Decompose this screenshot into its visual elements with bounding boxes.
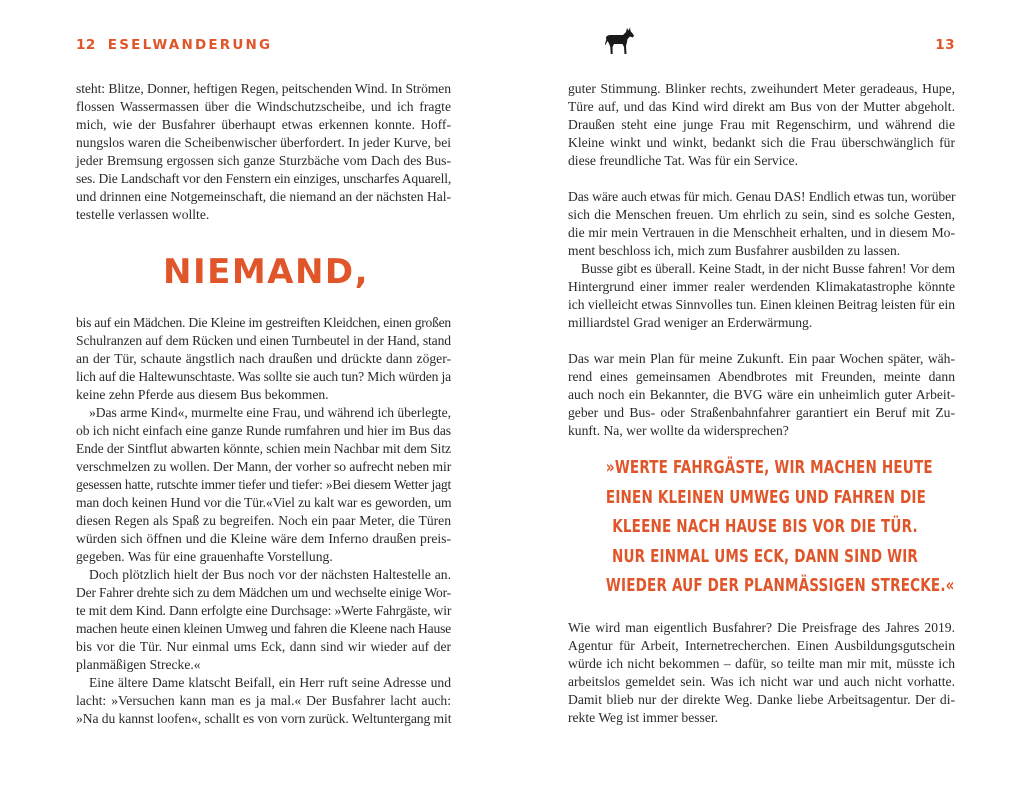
text-line: die mir mein Vertrauen in die Menschheit erhalten, und in diesem Mo- — [568, 225, 955, 240]
text-line: guter Stimmung. Blinker rechts, zweihundert Meter geradeaus, Hupe, — [568, 81, 955, 96]
text-line: auch noch ein Bekannter, die BVG wäre ein unheimlich guter Arbeit- — [568, 387, 955, 402]
text-line: und drinnen eine Notgemeinschaft, die niemand an der nächsten Hal- — [76, 189, 451, 204]
text-line: Busse gibt es überall. Keine Stadt, in der nicht Busse fahren! Vor dem — [581, 261, 956, 276]
paragraph — [76, 314, 451, 404]
text-line: »Na du kannst loofen«, schallt es von vorn zurück. Weltuntergang mit — [76, 711, 452, 726]
running-title: ESELWANDERUNG — [107, 37, 273, 53]
text-line: nungslos waren die Scheibenwischer überfordert. In jeder Kurve, bei — [76, 135, 451, 150]
text-line: flossen Wassermassen über die Windschutzscheibe, und ich fragte — [76, 99, 451, 114]
text-line: keine zehn Pferde aus diesem Bus bekommen. — [76, 387, 329, 402]
paragraph — [568, 350, 955, 440]
text-line: verschmelzen zu wollen. Der Mann, der vorher so aufrecht neben mir — [76, 459, 452, 474]
text-line: ment beschloss ich, mich zum Busfahrer ausbilden zu lassen. — [568, 243, 901, 258]
body-text — [568, 80, 955, 440]
text-line: »Das arme Kind«, murmelte eine Frau, und während ich überlegte, — [89, 405, 451, 420]
text-line: an der Tür, schaute ängstlich nach draußen und drückte dann zöger- — [76, 351, 451, 366]
pull-quote-line: EINEN KLEINEN UMWEG UND FAHREN DIE — [605, 487, 927, 508]
text-line: würden sich öffnen und die Kleine wäre dem Inferno draußen preis- — [76, 531, 451, 546]
text-line: diese freundliche Tat. Was für ein Service. — [568, 153, 798, 168]
text-line: würde ich nicht bekommen – dafür, so teilte man mir mit, müsste ich — [568, 656, 955, 671]
text-line: Hintergrund einer immer realer werdenden Klimakatastrophe könnte — [568, 279, 955, 294]
text-line: Doch plötzlich hielt der Bus noch vor der nächsten Haltestelle an. — [89, 567, 451, 582]
paragraph — [568, 80, 955, 170]
paragraph — [76, 566, 451, 674]
text-line: steht: Blitze, Donner, heftigen Regen, peitschenden Wind. In Strömen — [76, 81, 451, 96]
page-number: 13 — [935, 37, 955, 53]
text-line: gegeben. Was für eine grauenhafte Vorstellung. — [76, 549, 333, 564]
text-line: milliardstel Grad weniger an Erderwärmung. — [568, 315, 813, 330]
text-line: te mit dem Kind. Dann erfolgte eine Durchsage: »Werte Fahrgäste, wir — [76, 603, 452, 618]
display-word: NIEMAND, — [163, 252, 370, 292]
text-line: Agentur für Arbeit, Internetrecherchen. Einen Ausbildungsgutschein — [568, 638, 955, 653]
text-line: lacht: »Versuchen kann man es ja mal.« Der Busfahrer lacht auch: — [76, 693, 451, 708]
pull-quote-line: KLEENE NACH HAUSE BIS VOR DIE TÜR. — [612, 517, 918, 537]
body-text-top — [76, 80, 451, 224]
text-line: ob ich nicht einfach eine ganze Runde rumfahren und hier im Bus das — [76, 423, 451, 438]
text-line: Schulranzen auf dem Rücken und einen Turnbeutel in der Hand, stand — [76, 333, 451, 348]
paragraph — [76, 80, 451, 224]
text-line: arbeitslos gemeldet sein. Was ich nicht war und auch nicht vorhatte. — [568, 674, 955, 689]
text-line: diesen Regen als Spaß zu begreifen. Noch ein paar Meter, die Türen — [76, 513, 451, 528]
text-line: gesessen hatte, rutschte immer tiefer und tiefer: »Bei diesem Wetter jagt — [76, 477, 451, 492]
text-line: Kleine winkt und winkt, bedankt sich die Frau überschwänglich für — [568, 135, 955, 150]
pull-quote-line: NUR EINMAL UMS ECK, DANN SIND WIR — [611, 546, 919, 567]
text-line: testelle verlassen wollte. — [76, 207, 210, 222]
text-line: rekte Weg ist immer besser. — [568, 710, 719, 725]
paragraph — [568, 619, 955, 727]
page-number: 12 — [76, 37, 96, 53]
text-line: kunft. Na, wer wollte da widersprechen? — [568, 423, 789, 438]
text-line: lich auf die Haltewunschtaste. Was sollte sie auch tun? Mich würden ja — [76, 369, 451, 384]
text-line: Ende der Sintflut abwarten könnte, schien mein Nachbar mit dem Sitz — [76, 441, 451, 456]
text-line: Das war mein Plan für meine Zukunft. Ein paar Wochen später, wäh- — [568, 351, 955, 366]
text-line: Draußen steht eine junge Frau mit Regenschirm, und während die — [568, 117, 955, 132]
text-line: planmäßigen Strecke.« — [76, 657, 201, 672]
text-line: man doch keinen Hund vor die Tür.«Viel zu kalt war es geworden, um — [76, 495, 452, 510]
paragraph — [568, 260, 955, 332]
text-line: geber und Bus- oder Straßenbahnfahrer garantiert ein Beruf mit Zu- — [568, 405, 955, 420]
body-text-bottom — [76, 314, 451, 728]
running-head — [76, 37, 272, 53]
paragraph — [76, 404, 451, 566]
text-line: Wie wird man eigentlich Busfahrer? Die Preisfrage des Jahres 2019. — [568, 620, 955, 635]
pull-quote-line: WIEDER AUF DER PLANMÄSSIGEN STRECKE.« — [605, 576, 955, 596]
right-page — [510, 0, 1020, 793]
text-line: Das wäre auch etwas für mich. Genau DAS! Endlich etwas tun, worüber — [568, 189, 956, 204]
text-line: ses. Die Landschaft vor den Fenstern ein einziges, unscharfes Aquarell, — [76, 171, 452, 186]
text-line: machen heute einen kleinen Umweg und fahren die Kleene nach Hause — [76, 621, 452, 636]
text-line: bis vor die Tür. Nur einmal ums Eck, dann sind wir wieder auf der — [76, 639, 451, 654]
text-line: Damit blieb nur der direkte Weg. Danke liebe Arbeitsagentur. Der di- — [568, 692, 955, 707]
text-line: bis auf ein Mädchen. Die Kleine im gestreiften Kleidchen, einen großen — [76, 315, 451, 330]
pull-quote — [605, 454, 955, 602]
paragraph — [76, 674, 451, 728]
paragraph — [568, 188, 955, 260]
text-line: Eine ältere Dame klatscht Beifall, ein Herr ruft seine Adresse und — [89, 675, 451, 690]
text-line: rend eines gemeinsamen Abendbrotes mit Freunden, meinte dann — [568, 369, 955, 384]
text-line: sich die Menschen freuen. Um ehrlich zu sein, sind es solche Gesten, — [568, 207, 955, 222]
text-line: Türe auf, und das Kind wird direkt am Bus von der Mutter abgeholt. — [568, 99, 955, 114]
text-line: jeder Bremsung ergossen sich ganze Sturzbäche vom Dach des Bus- — [76, 153, 451, 168]
text-line: ich vielleicht etwas Sinnvolles tun. Einen kleinen Beitrag leisten für ein — [568, 297, 955, 312]
donkey-icon — [604, 27, 636, 55]
text-line: Der Fahrer drehte sich zu dem Mädchen um und wechselte einige Wor- — [76, 585, 451, 600]
body-text-bottom — [568, 619, 955, 727]
text-line: mich, wie der Busfahrer überhaupt etwas erkennen konnte. Hoff- — [76, 117, 451, 132]
pull-quote-line: »WERTE FAHRGÄSTE, WIR MACHEN HEUTE — [605, 458, 933, 478]
